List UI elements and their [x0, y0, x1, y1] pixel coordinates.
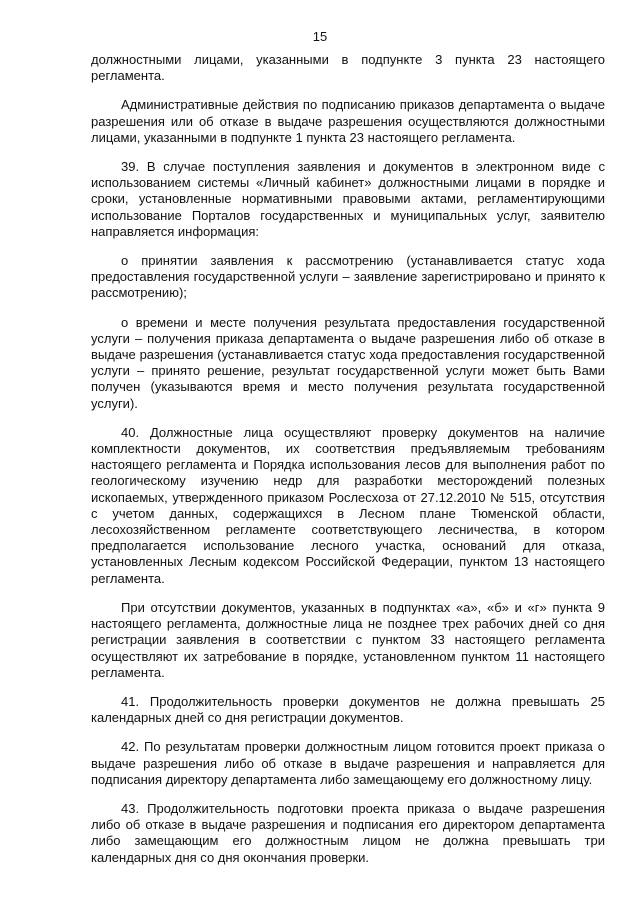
paragraph-continuation: должностными лицами, указанными в подпункте 3 пункта 23 настоящего регламента.	[91, 52, 605, 84]
paragraph-42: 42. По результатам проверки должностным лицом готовится проект приказа о выдаче разрешения либо об отказе в выдаче разрешения и направляется для подписания директору департамента либо замещающему его должностному лицу.	[91, 739, 605, 787]
paragraph-39-item-acceptance: о принятии заявления к рассмотрению (устанавливается статус хода предоставления государственной услуги – заявление зарегистрировано и принято к рассмотрению);	[91, 253, 605, 301]
paragraph-41: 41. Продолжительность проверки документов не должна превышать 25 календарных дней со дня регистрации документов.	[91, 693, 605, 726]
page-number: 15	[312, 29, 328, 44]
paragraph-40: 40. Должностные лица осуществляют проверку документов на наличие комплектности документов, их соответствия предъявляемым требованиям настоящего регламента и Порядка использования лесов для выполнения работ по геологическому изучению недр для разработки месторождений полезных ископаемых, утвержденного приказом Рослесхоза от 27.12.2010 № 515, отсутствия с учетом данных, содержащихся в Лесном плане Тюменской области, лесохозяйственном регламенте соответствующего лесничества, в котором предполагается использование лесного участка, оснований для отказа, установленных Лесным кодексом Российской Федерации, пунктом 13 настоящего регламента.	[91, 424, 605, 586]
paragraph-40-missing-docs: При отсутствии документов, указанных в подпунктах «а», «б» и «г» пункта 9 настоящего регламента, должностные лица не позднее трех рабочих дней со дня регистрации заявления в соответствии с пунктом 33 настоящего регламента осуществляют их затребование в порядке, установленном пунктом 11 настоящего регламента.	[91, 599, 605, 680]
paragraph-39-item-time-place: о времени и месте получения результата предоставления государственной услуги – получения приказа департамента о выдаче разрешения либо об отказе в выдаче разрешения (устанавливается статус хода предоставления государственной услуги – принято решение, результат государственной услуги может быть Вами получен (указываются время и место получения результата государственной услуги).	[91, 314, 605, 411]
paragraph-43: 43. Продолжительность подготовки проекта приказа о выдаче разрешения либо об отказе в выдаче разрешения и подписания его директором департамента либо замещающим его должностным лицом не должна превышать три календарных дня со дня окончания проверки.	[91, 800, 605, 865]
document-body	[91, 52, 605, 879]
paragraph-admin-actions: Административные действия по подписанию приказов департамента о выдаче разрешения или об отказе в выдаче разрешения осуществляются должностными лицами, указанными в подпункте 1 пункта 23 настоящего регламента.	[91, 97, 605, 145]
paragraph-39: 39. В случае поступления заявления и документов в электронном виде с использованием системы «Личный кабинет» должностными лицами в порядке и сроки, установленные нормативными правовыми актами, регламентирующими использование Порталов государственных и муниципальных услуг, заявителю направляется информация:	[91, 159, 605, 239]
